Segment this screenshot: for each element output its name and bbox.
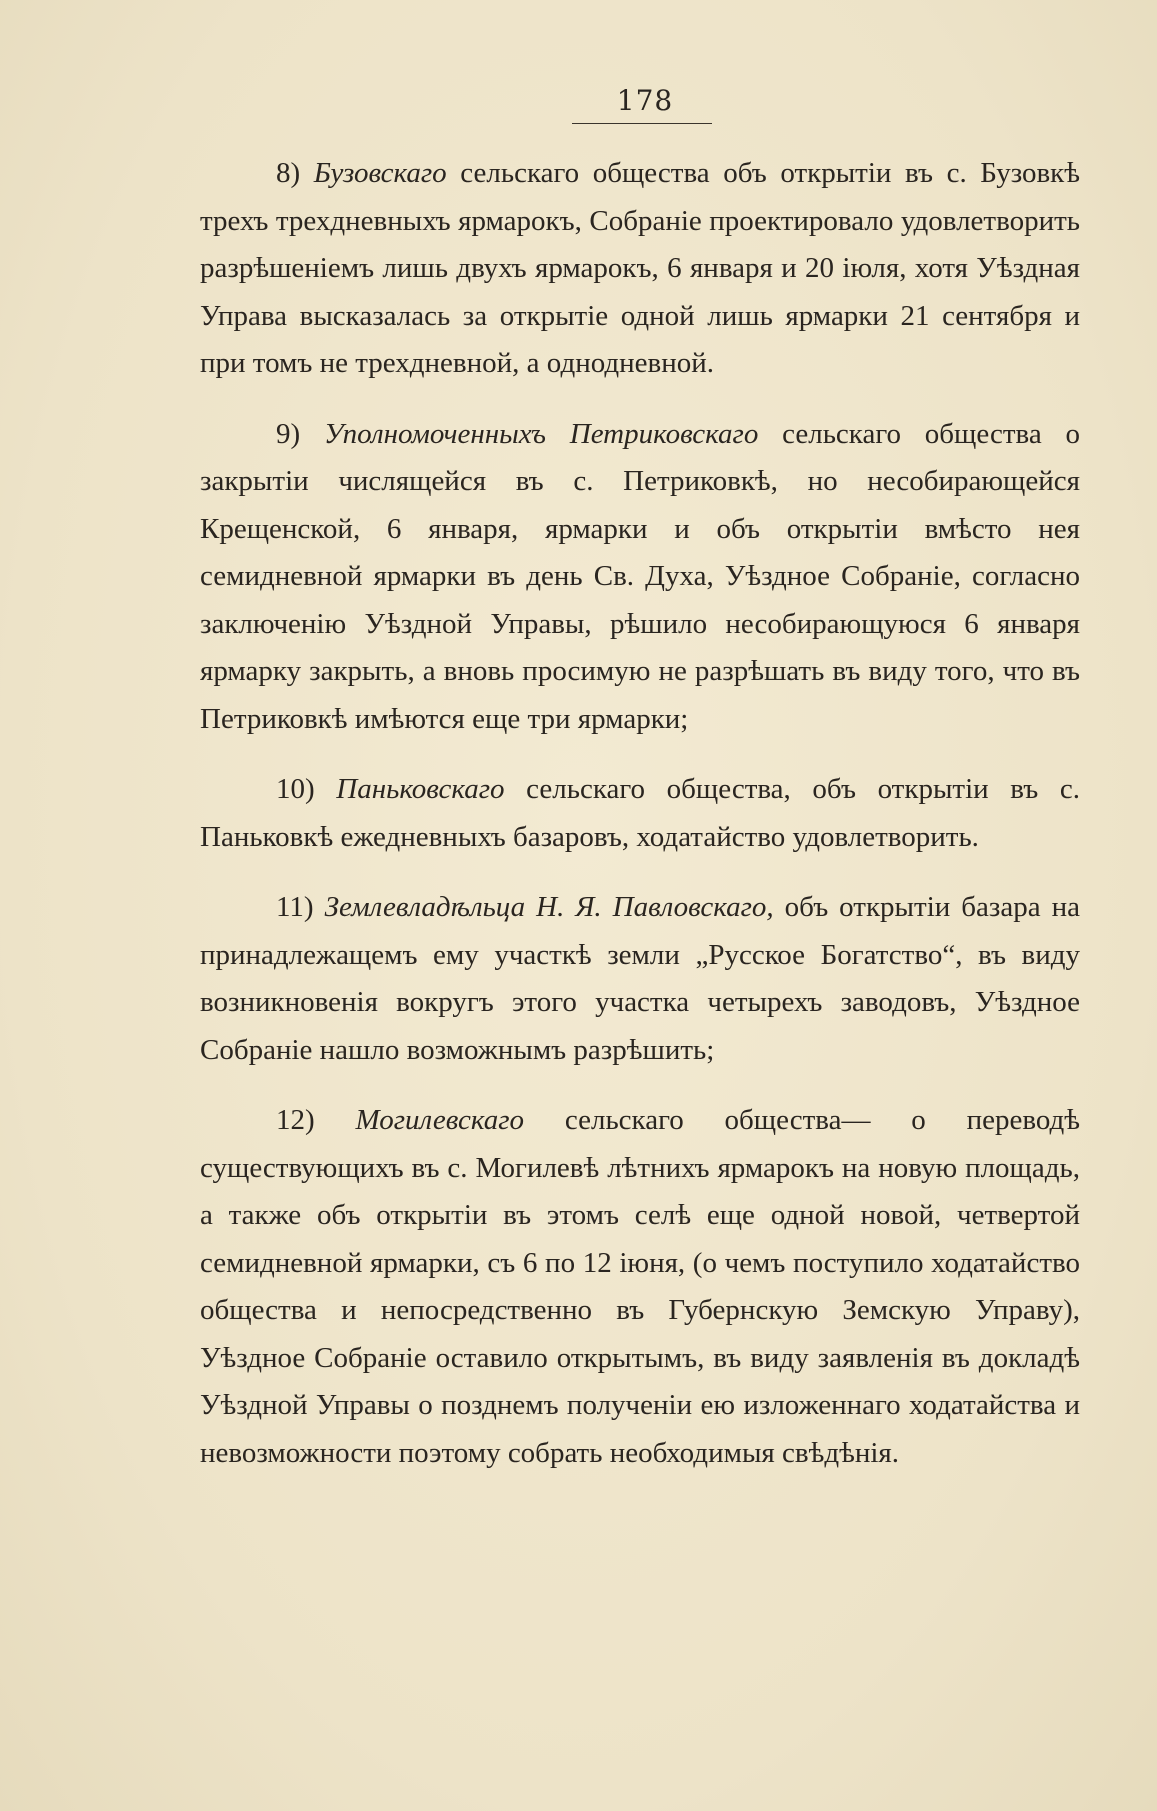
paragraph-9 xyxy=(200,411,1080,744)
paragraph-10 xyxy=(200,766,1080,861)
item-name: Могилевскаго xyxy=(355,1104,525,1136)
body-text xyxy=(200,150,1080,1500)
paragraph-12 xyxy=(200,1097,1080,1477)
item-text: сельскаго общества, объ открытіи въ с. Паньковкѣ ежедневныхъ базаровъ, ходатайство удовлетворить. xyxy=(200,773,1081,853)
paragraph-8 xyxy=(200,150,1080,388)
item-name: Землевладѣльца Н. Я. Павловскаго, xyxy=(324,891,774,923)
item-number: 11) xyxy=(276,891,314,923)
item-number: 12) xyxy=(276,1104,315,1136)
item-number: 9) xyxy=(276,417,301,450)
item-text: объ открытіи базара на принадлежащемъ ему участкѣ земли „Русское Богатство“, въ виду возникновенія вокругъ этого участка четырехъ заводовъ, Уѣздное Собраніе нашло возможнымъ разрѣшить; xyxy=(200,891,1081,1066)
paragraph-11 xyxy=(200,884,1080,1074)
item-number: 8) xyxy=(276,157,301,189)
item-text: сельскаго общества— о переводѣ существующихъ въ с. Могилевѣ лѣтнихъ ярмарокъ на новую площадь, а также объ открытіи въ этомъ селѣ еще одной новой, четвертой семидневной ярмарки, съ 6 по 12 іюня, (о чемъ поступило ходатайство общества и непосредственно въ Губернскую Земскую Управу), Уѣздное Собраніе оставило открытымъ, въ виду заявленія въ докладѣ Уѣздной Управы о позднемъ полученіи ею изложеннаго ходатайства и невозможности поэтому собрать необходимыя свѣдѣнія. xyxy=(200,1104,1081,1469)
item-number: 10) xyxy=(276,773,315,805)
header-rule xyxy=(572,123,712,124)
item-name: Паньковскаго xyxy=(336,773,505,805)
item-text: сельскаго общества объ открытіи въ с. Бузовкѣ трехъ трехдневныхъ ярмарокъ, Собраніе проектировало удовлетворить разрѣшеніемъ лишь двухъ ярмарокъ, 6 января и 20 іюля, хотя Уѣздная Управа высказалась за открытіе одной лишь ярмарки 21 сентября и при томъ не трехдневной, а однодневной. xyxy=(200,157,1081,379)
page-number: 178 xyxy=(616,84,674,117)
item-text: сельскаго общества о закрытіи числящейся въ с. Петриковкѣ, но несобирающейся Крещенской, 6 января, ярмарки и объ открытіи вмѣсто нея семидневной ярмарки въ день Св. Духа, Уѣздное Собраніе, согласно заключенію Уѣздной Управы, рѣшило несобирающуюся 6 января ярмарку закрыть, а вновь просимую не разрѣшать въ виду того, что въ Петриковкѣ имѣются еще три ярмарки; xyxy=(200,417,1080,735)
item-name: Уполномоченныхъ Петриковскаго xyxy=(323,417,759,450)
item-name: Бузовскаго xyxy=(313,157,447,189)
